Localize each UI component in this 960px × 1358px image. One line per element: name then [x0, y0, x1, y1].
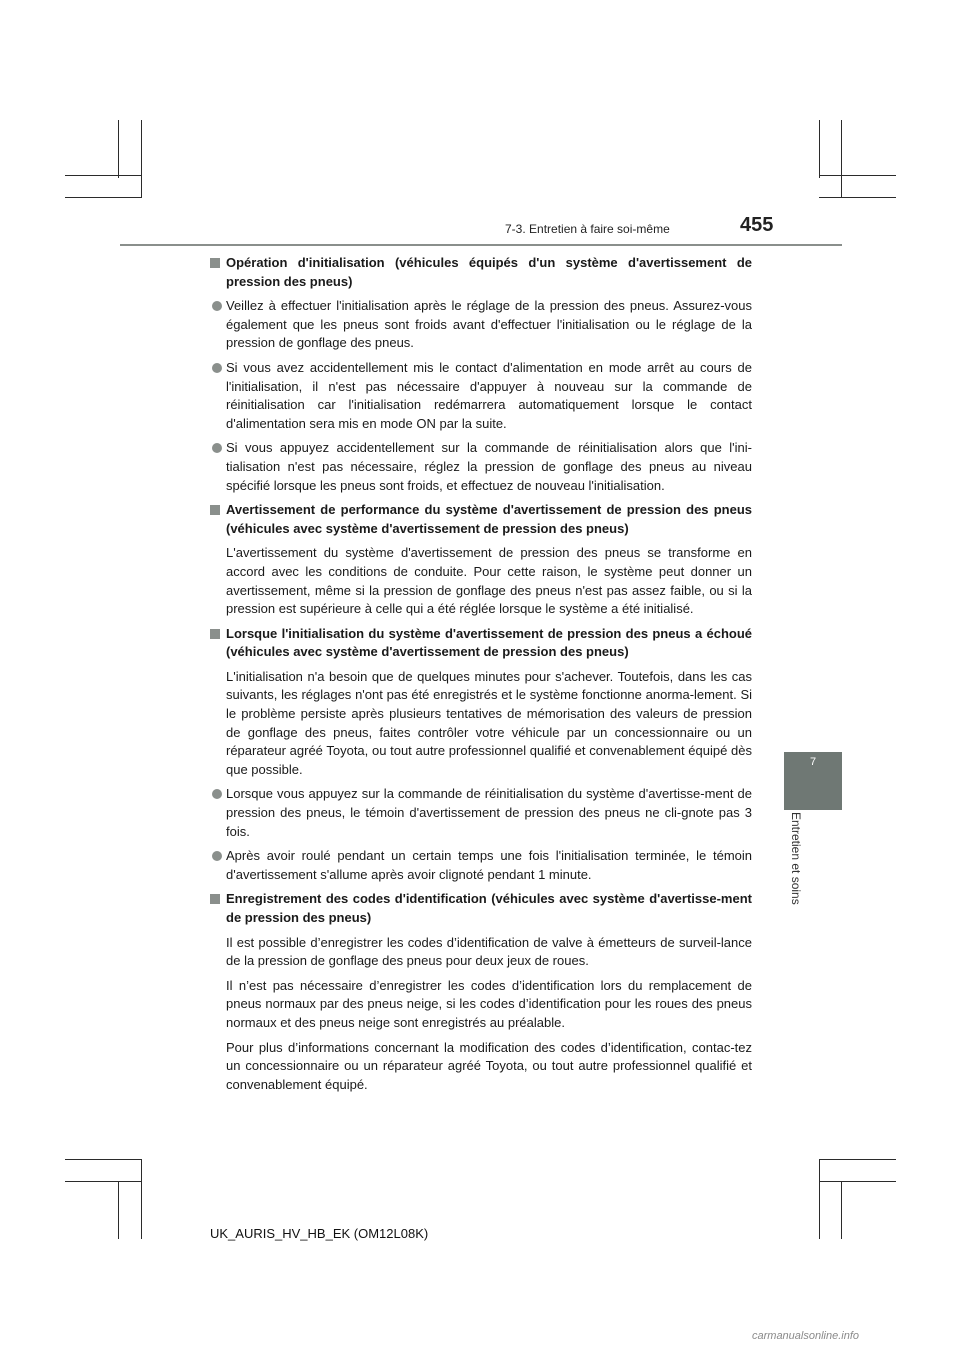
manual-code: UK_AURIS_HV_HB_EK (OM12L08K) — [210, 1226, 429, 1241]
section-title: Avertissement de performance du système d'avertissement de pression des pneus (véhicules avec système d'avertissement de pression des pneus) — [226, 502, 752, 536]
crop-mark — [819, 1159, 896, 1160]
section-title: Lorsque l'initialisation du système d'avertissement de pression des pneus a échoué (véhicules avec système d'avertissement de pression des pneus) — [226, 625, 752, 660]
crop-mark — [65, 1181, 142, 1182]
round-bullet-icon — [212, 363, 222, 373]
chapter-label: Entretien et soins — [789, 812, 803, 905]
section-header: 7-3. Entretien à faire soi-même — [505, 222, 670, 236]
paragraph: Il est possible d’enregistrer les codes d’identification de valve à émetteurs de surveil-lance de la pression de gonflage des pneus pour deux jeux de roues. — [226, 934, 752, 969]
round-bullet-icon — [212, 443, 222, 453]
list-item — [212, 297, 752, 353]
round-bullet-icon — [212, 301, 222, 311]
square-bullet-icon — [210, 258, 220, 268]
square-bullet-icon — [210, 629, 220, 639]
square-bullet-icon — [210, 894, 220, 904]
crop-mark — [65, 175, 142, 176]
crop-mark — [819, 1181, 896, 1182]
paragraph: Pour plus d’informations concernant la modification des codes d’identification, contac-tez un concessionnaire ou un réparateur agréé Toyota, ou tout autre professionnel qualifié et convenablement équipé. — [226, 1039, 752, 1092]
crop-mark — [141, 120, 142, 198]
section — [210, 254, 752, 495]
bullet-text: Lorsque vous appuyez sur la commande de réinitialisation du système d'avertisse-ment de pression des pneus, le témoin d'avertissement de pression des pneus ne cli-gnote pas 3 fois. — [226, 786, 752, 839]
round-bullet-icon — [212, 851, 222, 861]
chapter-number: 7 — [809, 756, 817, 768]
crop-mark — [841, 120, 842, 198]
section — [210, 625, 752, 885]
page-number: 455 — [740, 214, 774, 236]
section-title: Opération d'initialisation (véhicules équipés d'un système d'avertissement de pression des pneus) — [226, 255, 752, 289]
crop-mark — [819, 1159, 820, 1239]
round-bullet-icon — [212, 789, 222, 799]
square-bullet-icon — [210, 505, 220, 515]
paragraph: Il n’est pas nécessaire d’enregistrer les codes d’identification lors du remplacement de pneus normaux par des pneus neige, si les codes d’identification pour les roues des pneus normaux et des pneus neige sont enregistrés au préalable. — [226, 977, 752, 1030]
bullet-text: Après avoir roulé pendant un certain temps une fois l'initialisation terminée, le témoin d'avertissement s'allume après avoir clignoté pendant 1 minute. — [226, 848, 752, 882]
crop-mark — [65, 1159, 142, 1160]
page-content — [210, 254, 752, 1100]
bullet-text: Si vous avez accidentellement mis le contact d'alimentation en mode arrêt au cours de l'initialisation, il n'est pas nécessaire d'appuyer à nouveau sur la commande de réinitialisation car l'initialisation redémarrera automatiquement lorsque le contact d'alimentation sera mis en mode ON par la suite. — [226, 359, 752, 431]
crop-mark — [841, 1181, 842, 1239]
list-item — [212, 785, 752, 841]
header-rule — [120, 244, 842, 246]
bullet-text: Veillez à effectuer l'initialisation après le réglage de la pression des pneus. Assurez-vous également que les pneus sont froids avant d'effectuer l'initialisation ou le réglage de la pression de gonflage des pneus. — [226, 298, 752, 351]
crop-mark — [118, 120, 119, 178]
section — [210, 501, 752, 619]
paragraph: L'initialisation n'a besoin que de quelques minutes pour s'achever. Toutefois, dans les cas suivants, les réglages n'ont pas été enregistrés et le système fonctionne anorma-lement. Si le problème persiste après plusieurs tentatives de mémorisation des valeurs de pression de gonflage des pneus, faites contrôler votre véhicule par un concessionnaire ou un réparateur agréé Toyota, ou tout autre professionnel qualifié et convenablement équipé dès que possible. — [226, 668, 752, 777]
list-item — [212, 847, 752, 884]
crop-mark — [141, 1159, 142, 1239]
watermark: carmanualsonline.info — [752, 1330, 860, 1342]
list-item — [212, 359, 752, 433]
crop-mark — [118, 1181, 119, 1239]
section — [210, 890, 752, 1094]
bullet-text: Si vous appuyez accidentellement sur la commande de réinitialisation alors que l'ini-tialisation n'est pas nécessaire, réglez la pression de gonflage des pneus au niveau spécifié lorsque les pneus sont froids, et effectuez de nouveau l'initialisation. — [226, 440, 752, 493]
section-title: Enregistrement des codes d'identification (véhicules avec système d'avertisse-ment de pression des pneus) — [226, 891, 752, 925]
crop-mark — [819, 175, 896, 176]
list-item — [212, 439, 752, 495]
chapter-tab — [784, 752, 842, 810]
crop-mark — [819, 120, 820, 178]
crop-mark — [65, 197, 142, 198]
paragraph: L'avertissement du système d'avertissement de pression des pneus se transforme en accord avec les conditions de conduite. Pour cette raison, le système peut donner un avertissement, même si la pression de gonflage des pneus n'est pas assez faible, ou si la pression est supérieure à celle qui a été réglée lorsque le système a été initialisé. — [226, 545, 752, 617]
crop-mark — [819, 197, 896, 198]
